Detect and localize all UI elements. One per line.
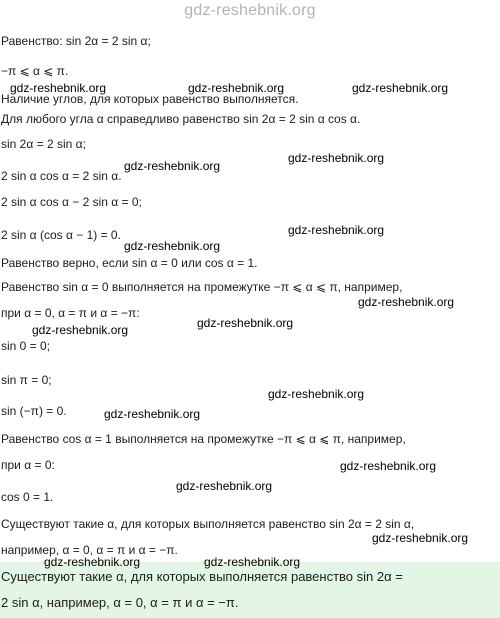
- text-line: Равенство cos α = 1 выполняется на промежутке −π ⩽ α ⩽ π, например,: [1, 432, 406, 446]
- answer-box: [0, 562, 500, 618]
- math-line: 2 sin α cos α − 2 sin α = 0;: [1, 195, 142, 209]
- watermark: gdz-reshebnik.org: [372, 531, 469, 545]
- math-line: 2 sin α cos α = 2 sin α.: [1, 169, 122, 183]
- watermark: gdz-reshebnik.org: [10, 81, 107, 95]
- answer-line-1: Существуют такие α, для которых выполняется равенство sin 2α =: [1, 569, 403, 584]
- watermark: gdz-reshebnik.org: [124, 159, 221, 173]
- watermark: gdz-reshebnik.org: [188, 81, 285, 95]
- text-line: Наличие углов, для которых равенство выполняется.: [1, 92, 299, 106]
- watermark: gdz-reshebnik.org: [340, 459, 437, 473]
- text-line: при α = 0:: [1, 458, 55, 472]
- math-line: sin π = 0;: [1, 373, 52, 387]
- watermark: gdz-reshebnik.org: [288, 223, 385, 237]
- text-line: при α = 0, α = π и α = −π:: [1, 306, 140, 320]
- watermark: gdz-reshebnik.org: [288, 151, 385, 165]
- watermark: gdz-reshebnik.org: [32, 323, 129, 337]
- text-line: Равенство: sin 2α = 2 sin α;: [1, 34, 151, 48]
- math-line: cos 0 = 1.: [1, 490, 54, 504]
- watermark: gdz-reshebnik.org: [358, 295, 455, 309]
- text-line: Равенство sin α = 0 выполняется на промежутке −π ⩽ α ⩽ π, например,: [1, 280, 403, 294]
- answer-line-2: 2 sin α, например, α = 0, α = π и α = −π.: [1, 595, 239, 610]
- watermark: gdz-reshebnik.org: [176, 479, 273, 493]
- math-line: sin 0 = 0;: [1, 339, 51, 353]
- text-line: Существуют такие α, для которых выполняется равенство sin 2α = 2 sin α,: [1, 517, 415, 531]
- watermark: gdz-reshebnik.org: [44, 555, 141, 569]
- watermark: gdz-reshebnik.org: [268, 387, 365, 401]
- watermark: gdz-reshebnik.org: [124, 239, 221, 253]
- text-line: Для любого угла α справедливо равенство sin 2α = 2 sin α cos α.: [1, 112, 361, 126]
- watermark: gdz-reshebnik.org: [204, 555, 301, 569]
- text-line: например, α = 0, α = π и α = −π.: [1, 543, 178, 557]
- watermark: gdz-reshebnik.org: [104, 407, 201, 421]
- watermark: gdz-reshebnik.org: [352, 81, 449, 95]
- text-line: −π ⩽ α ⩽ π.: [1, 64, 69, 78]
- watermark: gdz-reshebnik.org: [197, 316, 294, 330]
- text-line: Равенство верно, если sin α = 0 или cos α = 1.: [1, 256, 258, 270]
- site-watermark-header: gdz-reshebnik.org: [184, 2, 316, 19]
- math-line: sin 2α = 2 sin α;: [1, 137, 86, 151]
- math-line: 2 sin α (cos α − 1) = 0.: [1, 228, 121, 242]
- math-line: sin (−π) = 0.: [1, 404, 67, 418]
